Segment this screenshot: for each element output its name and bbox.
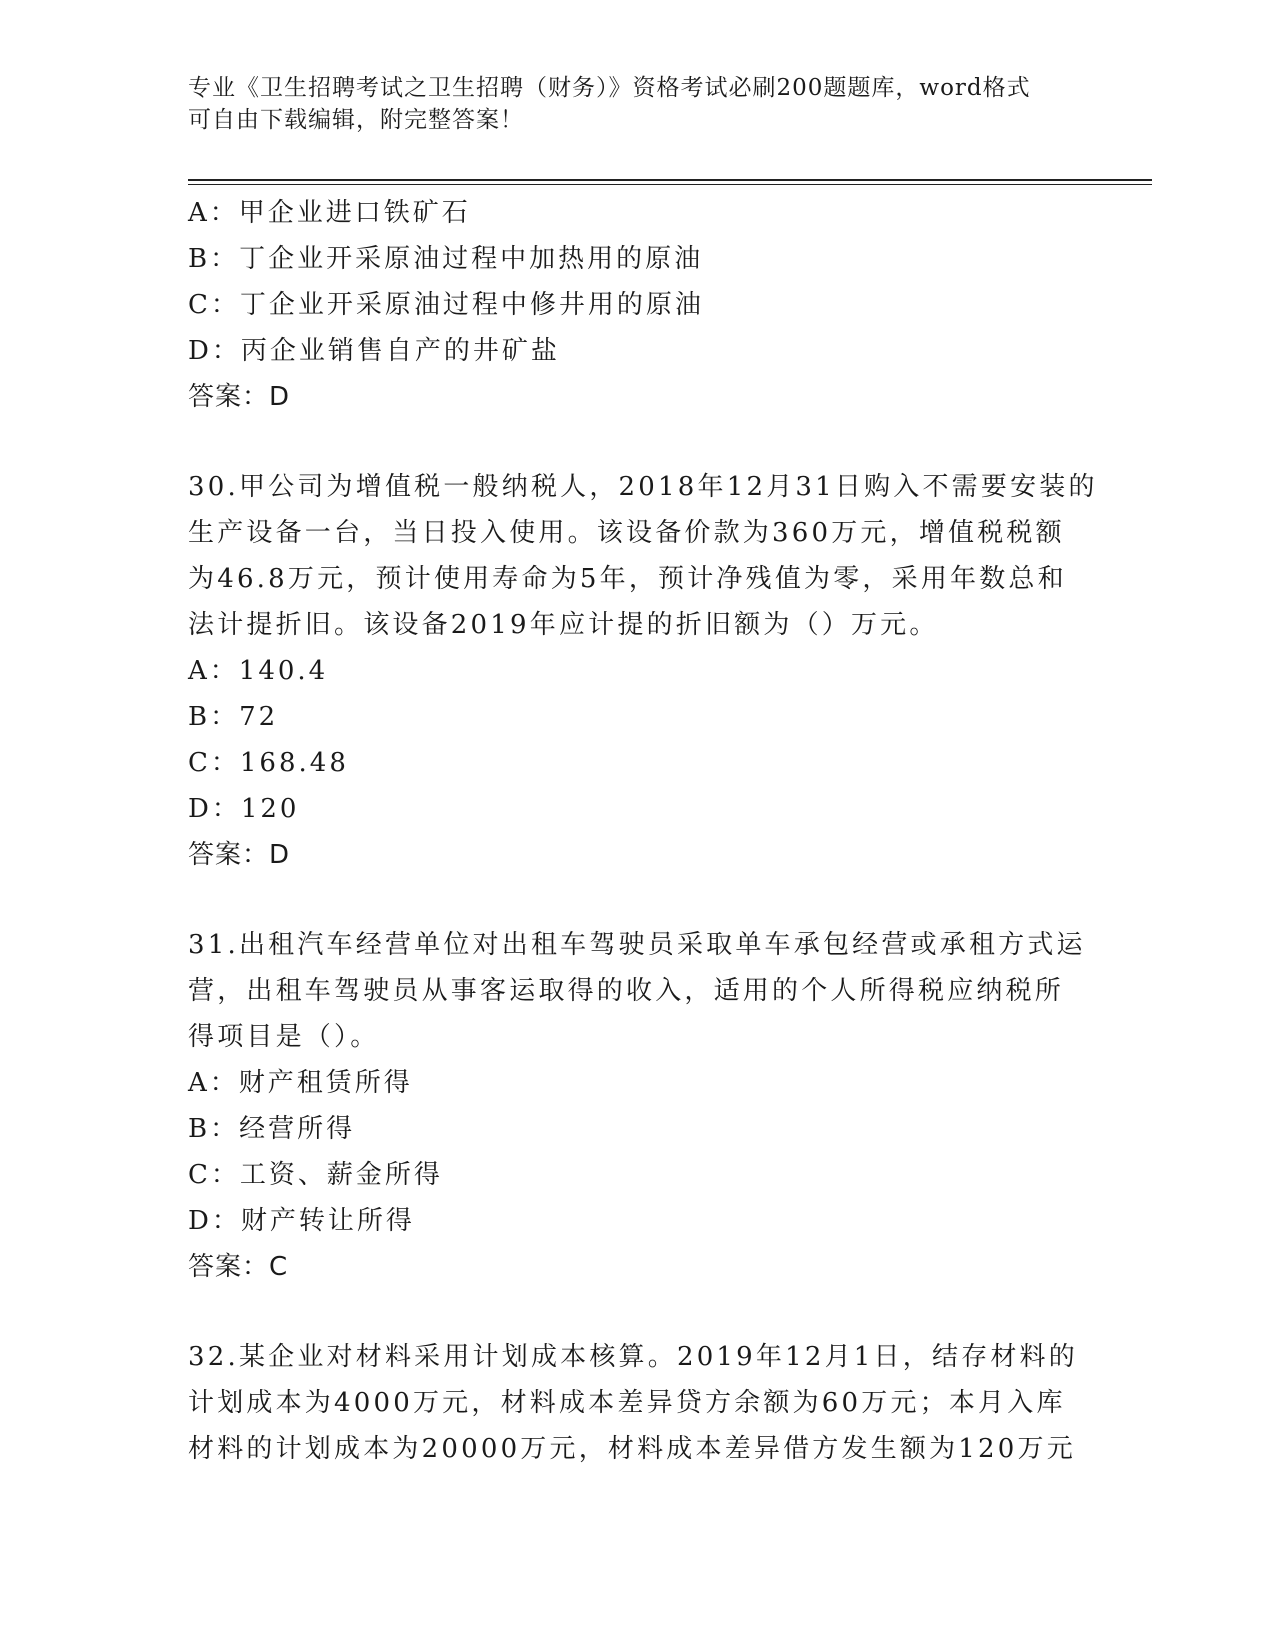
question-line: 为46.8万元，预计使用寿命为5年，预计净残值为零，采用年数总和 <box>188 564 1067 594</box>
header-line-2: 可自由下载编辑，附完整答案！ <box>188 107 524 133</box>
question-line: 32.某企业对材料采用计划成本核算。2019年12月1日，结存材料的 <box>188 1342 1078 1372</box>
option-d: D：120 <box>188 794 300 824</box>
option-a: A：甲企业进口铁矿石 <box>188 198 471 228</box>
answer: 答案：D <box>188 382 291 412</box>
question-30 <box>188 464 1098 878</box>
option-c: C：工资、薪金所得 <box>188 1160 443 1190</box>
answer: 答案：D <box>188 840 291 870</box>
option-d: D：丙企业销售自产的井矿盐 <box>188 336 560 366</box>
document-header <box>188 72 1068 136</box>
question-content <box>188 190 1098 1472</box>
header-rule-thin <box>188 184 1152 185</box>
question-stem <box>188 922 1088 1060</box>
question-line: 营，出租车驾驶员从事客运取得的收入，适用的个人所得税应纳税所 <box>188 976 1065 1006</box>
question-line: 生产设备一台，当日投入使用。该设备价款为360万元，增值税税额 <box>188 518 1065 548</box>
question-line: 得项目是（）。 <box>188 1022 380 1052</box>
option-c: C：丁企业开采原油过程中修井用的原油 <box>188 290 704 320</box>
question-32 <box>188 1334 1088 1472</box>
header-rule-thick <box>188 179 1152 181</box>
question-line: 材料的计划成本为20000万元，材料成本差异借方发生额为120万元 <box>188 1434 1076 1464</box>
question-line: 31.出租汽车经营单位对出租车驾驶员采取单车承包经营或承租方式运 <box>188 930 1086 960</box>
question-29-options <box>188 190 1088 420</box>
answer: 答案：C <box>188 1252 289 1282</box>
header-line-1: 专业《卫生招聘考试之卫生招聘（财务）》资格考试必刷200题题库，word格式 <box>188 75 1031 101</box>
option-d: D：财产转让所得 <box>188 1206 415 1236</box>
option-b: B：72 <box>188 702 279 732</box>
question-stem <box>188 1334 1088 1472</box>
question-stem <box>188 464 1098 648</box>
question-line: 30.甲公司为增值税一般纳税人，2018年12月31日购入不需要安装的 <box>188 472 1098 502</box>
option-b: B：经营所得 <box>188 1114 356 1144</box>
question-line: 计划成本为4000万元，材料成本差异贷方余额为60万元；本月入库 <box>188 1388 1066 1418</box>
option-a: A：财产租赁所得 <box>188 1068 413 1098</box>
question-line: 法计提折旧。该设备2019年应计提的折旧额为（）万元。 <box>188 610 939 640</box>
option-b: B：丁企业开采原油过程中加热用的原油 <box>188 244 704 274</box>
option-c: C：168.48 <box>188 748 349 778</box>
option-a: A：140.4 <box>188 656 329 686</box>
question-31 <box>188 922 1088 1290</box>
